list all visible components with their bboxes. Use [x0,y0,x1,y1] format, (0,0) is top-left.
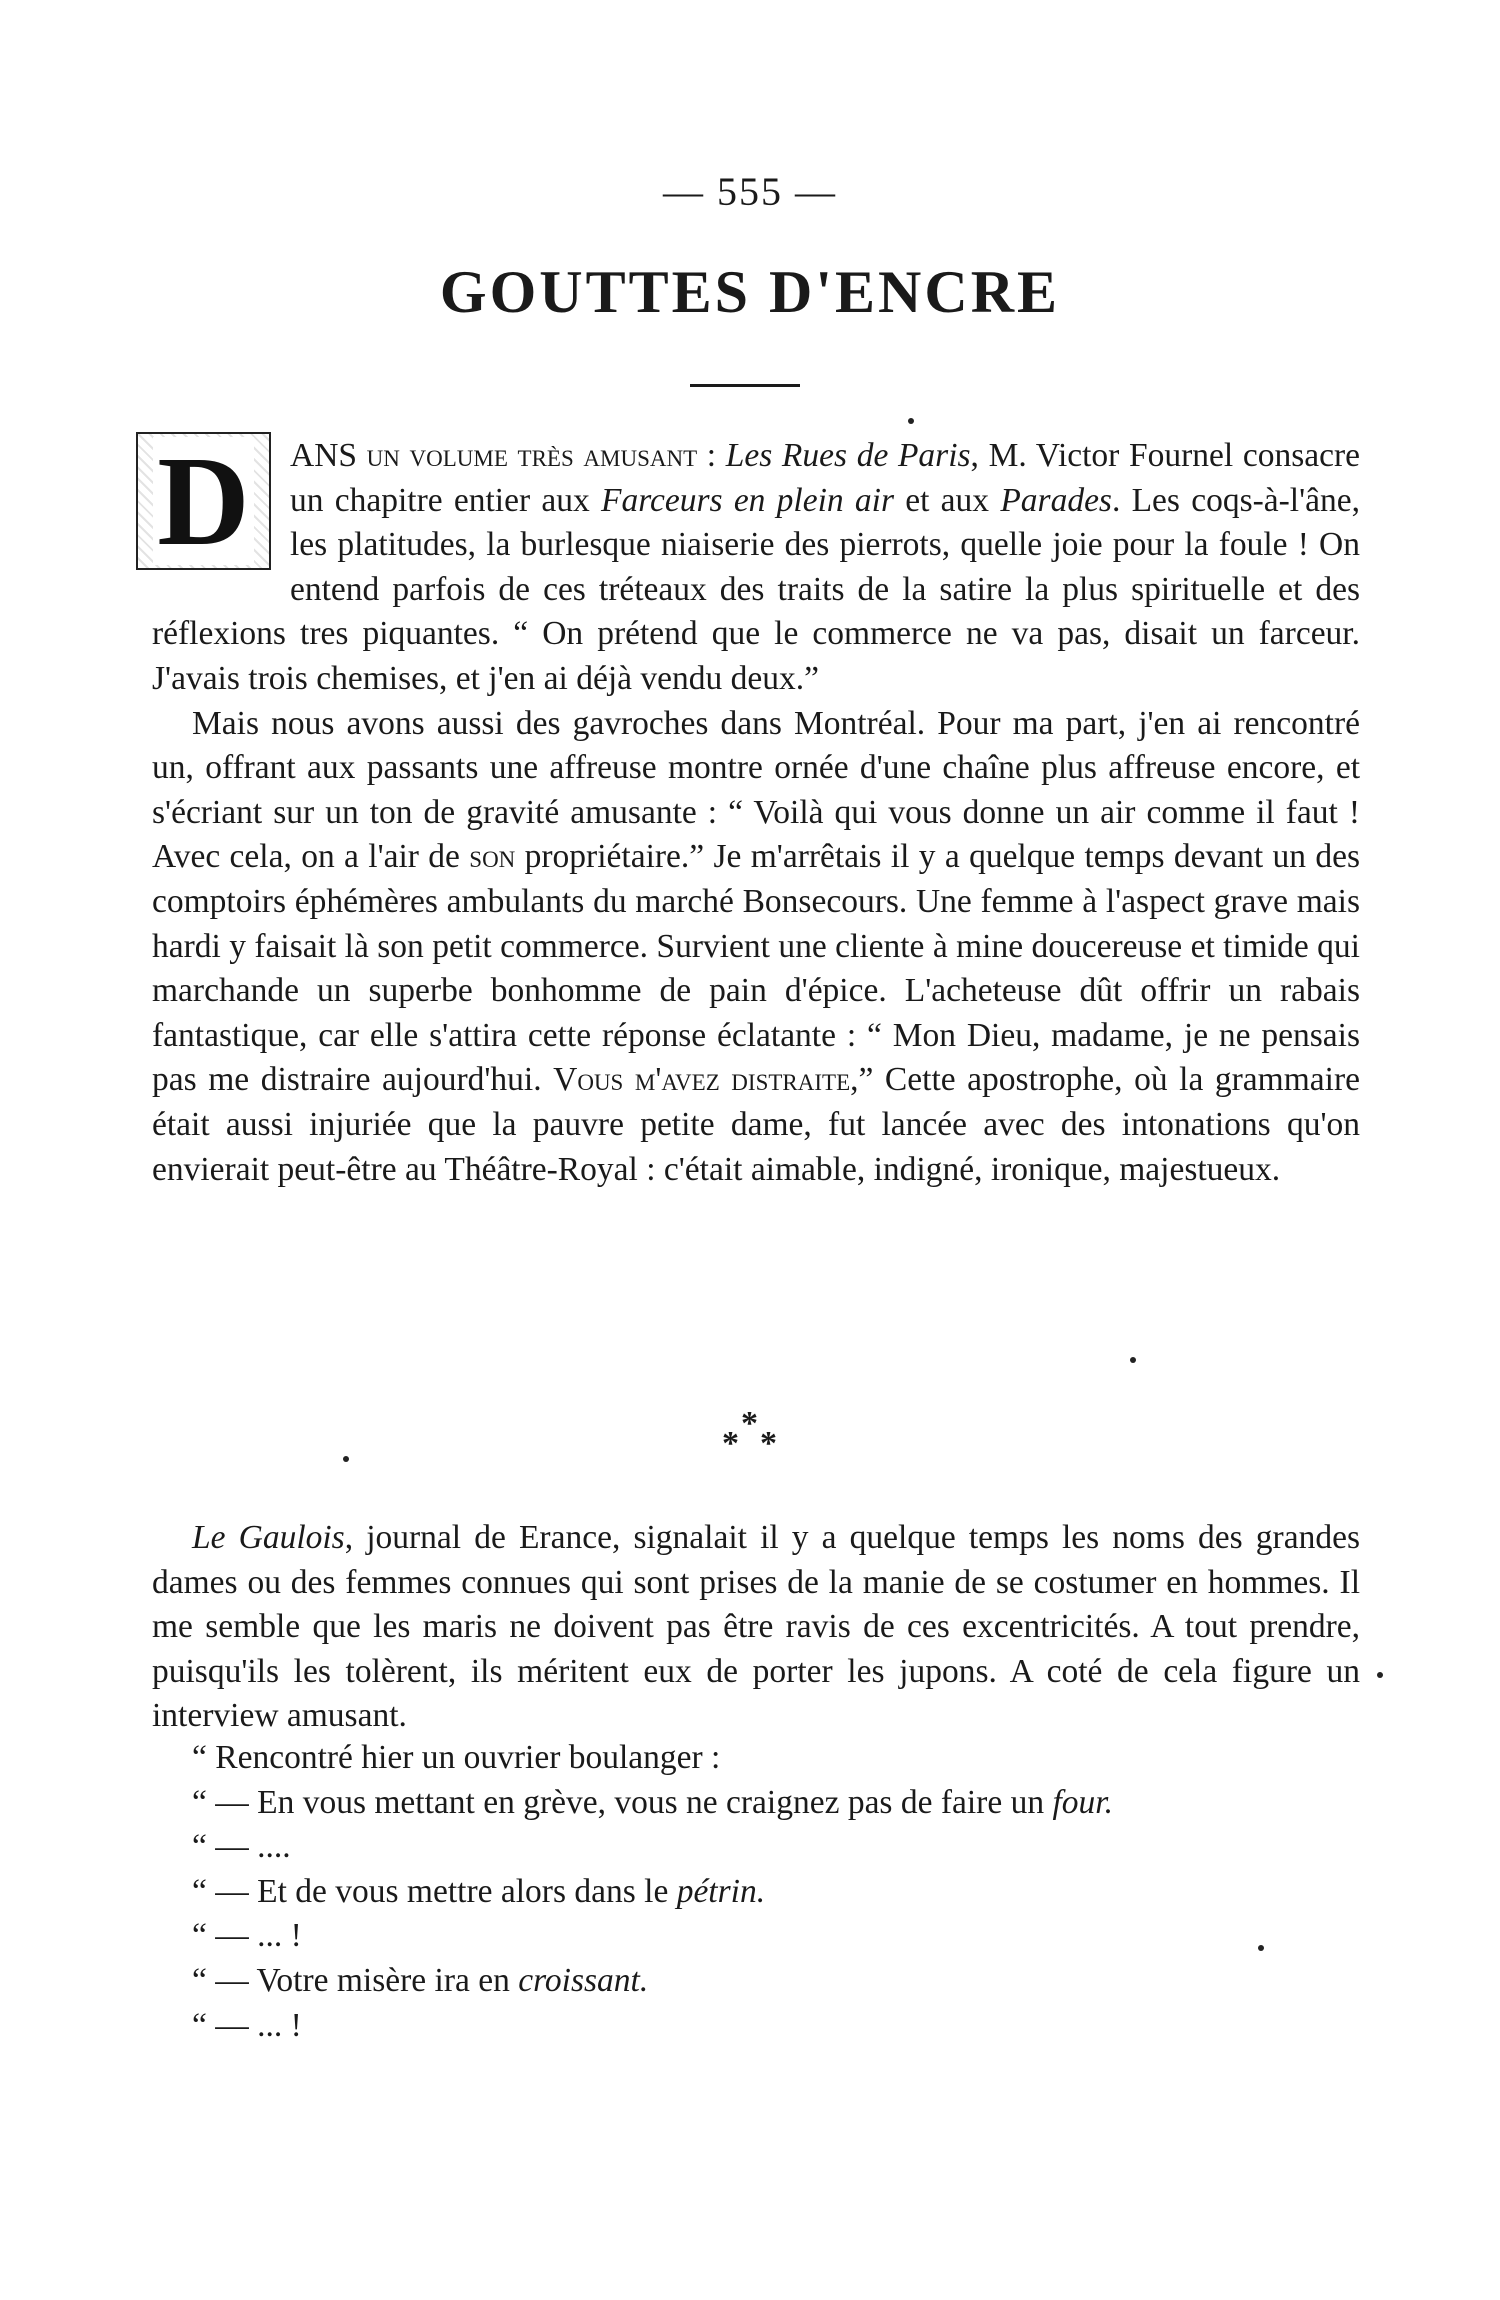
book-title-parades: Parades [1000,481,1112,519]
dialogue-line: “ — .... [192,1828,291,1866]
page-title: GOUTTES D'ENCRE [439,259,1061,325]
separator-star-top: * [741,1405,758,1442]
dialogue-pun-four: four. [1052,1783,1113,1821]
dialogue-text: “ — Et de vous mettre alors dans le [192,1872,677,1910]
dialogue-line [192,1781,1352,1826]
dialogue-text: “ — En vous mettant en grève, vous ne craignez pas de faire un [192,1783,1053,1821]
drop-cap-letter: D [153,437,253,565]
paragraph-1-text: . Les coqs-à-l'âne, les platitudes, la burlesque niaiserie des pierrots, quelle joie pour la foule ! On entend parfois de ces tréteaux des traits de la satire la plus spirituelle et des réflexions tres piquantes. “ On prétend que le commerce ne va pas, disait un farceur. J'avais trois chemises, et j'en ai déjà vendu deux.” [152,481,1360,697]
print-speck [343,1456,349,1462]
dialogue-line: “ — ... ! [192,2006,302,2044]
dialogue-line: “ — ... ! [192,1917,302,1955]
dialogue-pun-croissant: croissant. [518,1961,649,1999]
paragraph-3 [152,1516,1360,1739]
dialogue-line [192,1870,1352,1915]
dialogue-text: “ — Votre misère ira en [192,1961,519,1999]
print-speck [908,418,914,424]
dialogue-line [192,1959,1352,2004]
paragraph-2 [152,702,1360,1193]
paragraph-1-text: , M. Victor Fournel consacre un chapitre entier aux [290,437,1360,519]
small-caps-vous-m-avez-distraite: Vous m'avez distraite [553,1061,851,1099]
section-separator [0,1405,1500,1465]
dialogue-line: “ Rencontré hier un ouvrier boulanger : [192,1739,721,1776]
small-caps-son: son [469,838,516,876]
dialogue-pun-petrin: pétrin. [676,1872,766,1910]
newspaper-title-le-gaulois: Le Gaulois [192,1519,345,1556]
paragraph-1 [152,434,1360,1192]
book-title-rues-de-paris: Les Rues de Paris [725,437,971,474]
book-title-farceurs: Farceurs en plein air [601,481,895,519]
paragraph-1-text: et aux [894,481,1001,519]
dialogue-block [192,1736,1352,2048]
print-speck [1130,1357,1136,1363]
page-number: — 555 — [663,169,837,214]
paragraph-3-text: , journal de Erance, signalait il y a quelque temps les noms des grandes dames ou des femmes connues qui sont prises de la manie de se costumer en hommes. Il me semble que les maris ne doivent pas être ravis de ces excentricités. A tout prendre, puisqu'ils les tolèrent, ils méritent eux de porter les jupons. A coté de cela figure un interview amusant. [152,1519,1360,1735]
print-speck [1258,1945,1264,1951]
paragraph-2-text: propriétaire.” Je m'arrêtais il y a quelque temps devant un des comptoirs éphémères ambulants du marché Bonsecours. Une femme à l'aspect grave mais hardi y faisait là son petit commerce. Survient une cliente à mine doucereuse et timide qui marchande un superbe bonhomme de pain d'épice. L'acheteuse dût offrir un rabais fantastique, car elle s'attira cette réponse éclatante : “ Mon Dieu, madame, je ne pensais pas me distraire aujourd'hui. [152,838,1360,1099]
paragraph-2-text: Mais nous avons aussi des gavroches dans Montréal. Pour ma part, j'en ai rencontré un, offrant aux passants une affreuse montre ornée d'une chaîne plus affreuse encore, et s'écriant sur un ton de gravité amusante : “ Voilà qui vous donne un air comme il faut ! Avec cela, on a l'air de [152,704,1360,876]
paragraph-2-text: ,” Cette apostrophe, où la grammaire était aussi injuriée que la pauvre petite dame, fut lancée avec des intonations qu'on envierait peut-être au Théâtre-Royal : c'était aimable, indigné, ironique, majestueux. [152,1061,1360,1188]
title-divider [690,384,800,387]
paragraph-1-text: ANS un volume très amusant : [290,437,726,474]
print-speck [1377,1672,1383,1678]
separator-star-right: * [760,1425,777,1462]
separator-star-left: * [722,1425,739,1462]
